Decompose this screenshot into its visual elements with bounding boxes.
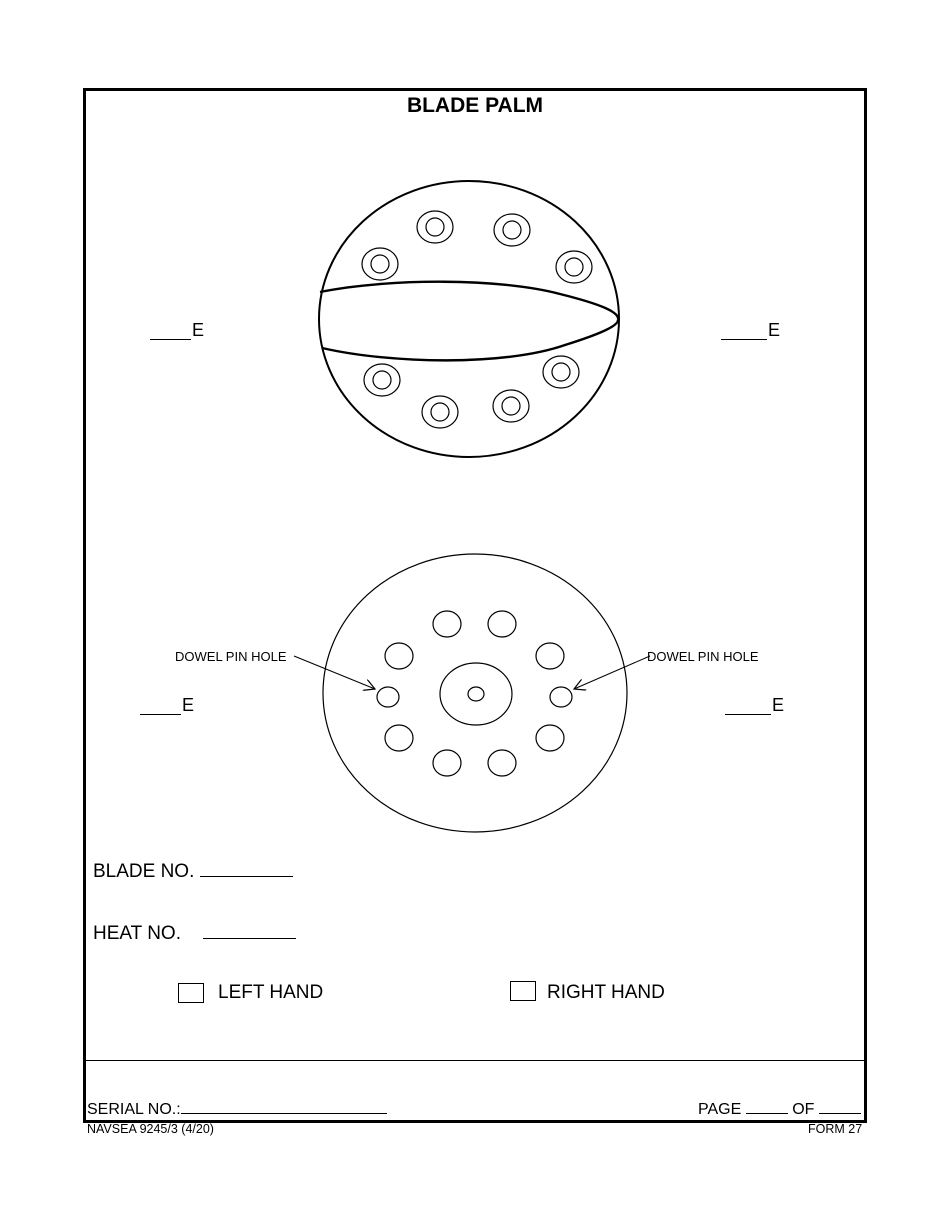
right-hand-label: RIGHT HAND <box>547 982 665 1003</box>
bolt-hole <box>362 248 398 280</box>
page-number-input-line[interactable] <box>746 1099 788 1114</box>
dowel-pin-callout-left: DOWEL PIN HOLE <box>175 649 287 664</box>
top-view-outline <box>319 181 619 457</box>
left-hand-label: LEFT HAND <box>218 982 324 1003</box>
top-view-upper-edge <box>320 282 618 320</box>
form-id: FORM 27 <box>808 1122 863 1136</box>
blade-no-label: BLADE NO. <box>93 861 195 882</box>
bottom-right-e-blank[interactable] <box>725 698 771 715</box>
bolt-hole <box>364 364 400 396</box>
bottom-left-e-label: E <box>182 695 195 715</box>
bolt-hole <box>385 725 413 751</box>
bolt-hole <box>536 725 564 751</box>
bottom-left-e-blank[interactable] <box>140 698 181 715</box>
heat-no-input-line[interactable] <box>203 920 296 939</box>
bottom-right-e-label: E <box>772 695 785 715</box>
of-label: OF <box>792 1101 815 1118</box>
bolt-hole <box>433 750 461 776</box>
bolt-hole <box>488 750 516 776</box>
top-view-drawing <box>319 181 619 457</box>
dowel-pin-hole-left <box>377 687 399 707</box>
left-hand-checkbox[interactable] <box>178 983 204 1003</box>
top-view-lower-edge <box>322 320 618 360</box>
bolt-hole <box>385 643 413 669</box>
callout-arrow-right <box>574 656 650 689</box>
bottom-view-outline <box>323 554 627 832</box>
bolt-hole <box>493 390 529 422</box>
blade-no-input-line[interactable] <box>200 858 293 877</box>
top-right-e-blank[interactable] <box>721 323 767 340</box>
bottom-view-drawing <box>294 554 650 832</box>
right-hand-checkbox[interactable] <box>510 981 536 1001</box>
center-boss <box>440 663 512 725</box>
page-total-input-line[interactable] <box>819 1099 861 1114</box>
center-hole <box>468 687 484 701</box>
serial-no-field <box>87 1099 387 1119</box>
bottom-right-e-field[interactable] <box>725 695 784 715</box>
top-right-e-label: E <box>768 320 781 340</box>
bolt-hole <box>422 396 458 428</box>
top-left-e-label: E <box>192 320 205 340</box>
bolt-hole <box>417 211 453 243</box>
serial-no-label: SERIAL NO.: <box>87 1101 181 1118</box>
top-view-bolt-holes <box>362 211 592 428</box>
bolt-hole <box>536 643 564 669</box>
heat-no-label: HEAT NO. <box>93 923 181 944</box>
form-number: NAVSEA 9245/3 (4/20) <box>87 1122 214 1136</box>
form-title: BLADE PALM <box>406 94 544 117</box>
bolt-hole <box>556 251 592 283</box>
bolt-hole <box>543 356 579 388</box>
blade-no-field <box>93 858 293 883</box>
heat-no-field <box>93 920 296 945</box>
bolt-hole <box>488 611 516 637</box>
dowel-pin-callout-right: DOWEL PIN HOLE <box>647 649 759 664</box>
bolt-hole <box>494 214 530 246</box>
page-label: PAGE <box>698 1101 742 1118</box>
serial-no-input-line[interactable] <box>181 1099 387 1114</box>
page-of-field <box>698 1099 861 1119</box>
callout-arrow-left <box>294 656 375 689</box>
bottom-left-e-field[interactable] <box>140 695 194 715</box>
top-right-e-field[interactable] <box>721 320 780 340</box>
footer-divider <box>83 1060 864 1061</box>
top-left-e-blank[interactable] <box>150 323 191 340</box>
dowel-pin-hole-right <box>550 687 572 707</box>
top-left-e-field[interactable] <box>150 320 204 340</box>
bolt-hole <box>433 611 461 637</box>
